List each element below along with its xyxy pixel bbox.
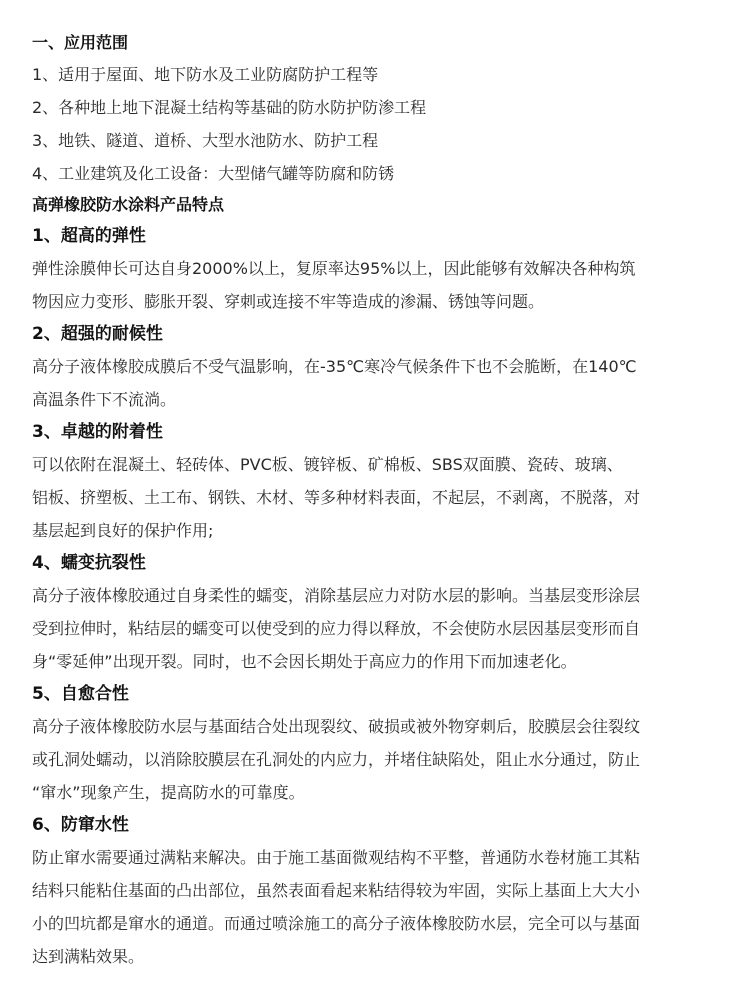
- scope-item-1: 1、适用于屋面、地下防水及工业防腐防护工程等: [32, 65, 379, 84]
- feature-text-line: 高温条件下不流淌。: [32, 390, 177, 409]
- feature-text-line: 物因应力变形、膨胀开裂、穿刺或连接不牢等造成的渗漏、锈蚀等问题。: [32, 292, 545, 311]
- feature-adhesion: [32, 416, 722, 547]
- section-title-product-features: 高弹橡胶防水涂料产品特点: [32, 195, 225, 214]
- feature-text-line: 高分子液体橡胶通过自身柔性的蠕变，消除基层应力对防水层的影响。当基层变形涂层: [32, 586, 641, 605]
- feature-anti-channeling: [32, 809, 722, 973]
- feature-text-line: 基层起到良好的保护作用;: [32, 521, 214, 540]
- feature-title: 5、自愈合性: [32, 684, 129, 704]
- feature-text-line: 弹性涂膜伸长可达自身2000%以上，复原率达95%以上，因此能够有效解决各种构筑: [32, 259, 636, 278]
- feature-text-line: 结料只能粘住基面的凸出部位，虽然表面看起来粘结得较为牢固，实际上基面上大大小: [32, 881, 641, 900]
- feature-elasticity: [32, 220, 722, 318]
- feature-text-line: 高分子液体橡胶防水层与基面结合处出现裂纹、破损或被外物穿刺后，胶膜层会往裂纹: [32, 717, 641, 736]
- feature-text-line: 可以依附在混凝土、轻砖体、PVC板、镀锌板、矿棉板、SBS双面膜、瓷砖、玻璃、: [32, 455, 623, 474]
- feature-text-line: “窜水”现象产生，提高防水的可靠度。: [32, 783, 305, 802]
- feature-text-line: 达到满粘效果。: [32, 947, 145, 966]
- feature-title: 1、超高的弹性: [32, 226, 146, 246]
- feature-text-line: 受到拉伸时，粘结层的蠕变可以使受到的应力得以释放，不会使防水层因基层变形而自: [32, 619, 641, 638]
- feature-text-line: 高分子液体橡胶成膜后不受气温影响，在-35℃寒冷气候条件下也不会脆断，在140℃: [32, 357, 637, 376]
- feature-title: 3、卓越的附着性: [32, 422, 163, 442]
- feature-title: 2、超强的耐候性: [32, 324, 163, 344]
- feature-title: 4、蠕变抗裂性: [32, 553, 146, 573]
- scope-item-2: 2、各种地上地下混凝土结构等基础的防水防护防渗工程: [32, 98, 427, 117]
- feature-creep-crack-resistance: [32, 547, 722, 678]
- scope-item-4: 4、工业建筑及化工设备：大型储气罐等防腐和防锈: [32, 164, 395, 183]
- feature-text-line: 或孔洞处蠕动，以消除胶膜层在孔洞处的内应力，并堵住缺陷处，阻止水分通过，防止: [32, 750, 641, 769]
- feature-self-healing: [32, 678, 722, 809]
- section-title-application-scope: 一、应用范围: [32, 33, 129, 52]
- scope-item-3: 3、地铁、隧道、道桥、大型水池防水、防护工程: [32, 131, 379, 150]
- feature-text-line: 身“零延伸”出现开裂。同时，也不会因长期处于高应力的作用下而加速老化。: [32, 652, 577, 671]
- feature-text-line: 防止窜水需要通过满粘来解决。由于施工基面微观结构不平整，普通防水卷材施工其粘: [32, 848, 641, 867]
- feature-weather-resistance: [32, 318, 722, 416]
- feature-text-line: 铝板、挤塑板、土工布、钢铁、木材、等多种材料表面，不起层，不剥离，不脱落，对: [32, 488, 641, 507]
- feature-text-line: 小的凹坑都是窜水的通道。而通过喷涂施工的高分子液体橡胶防水层，完全可以与基面: [32, 914, 641, 933]
- feature-title: 6、防窜水性: [32, 815, 129, 835]
